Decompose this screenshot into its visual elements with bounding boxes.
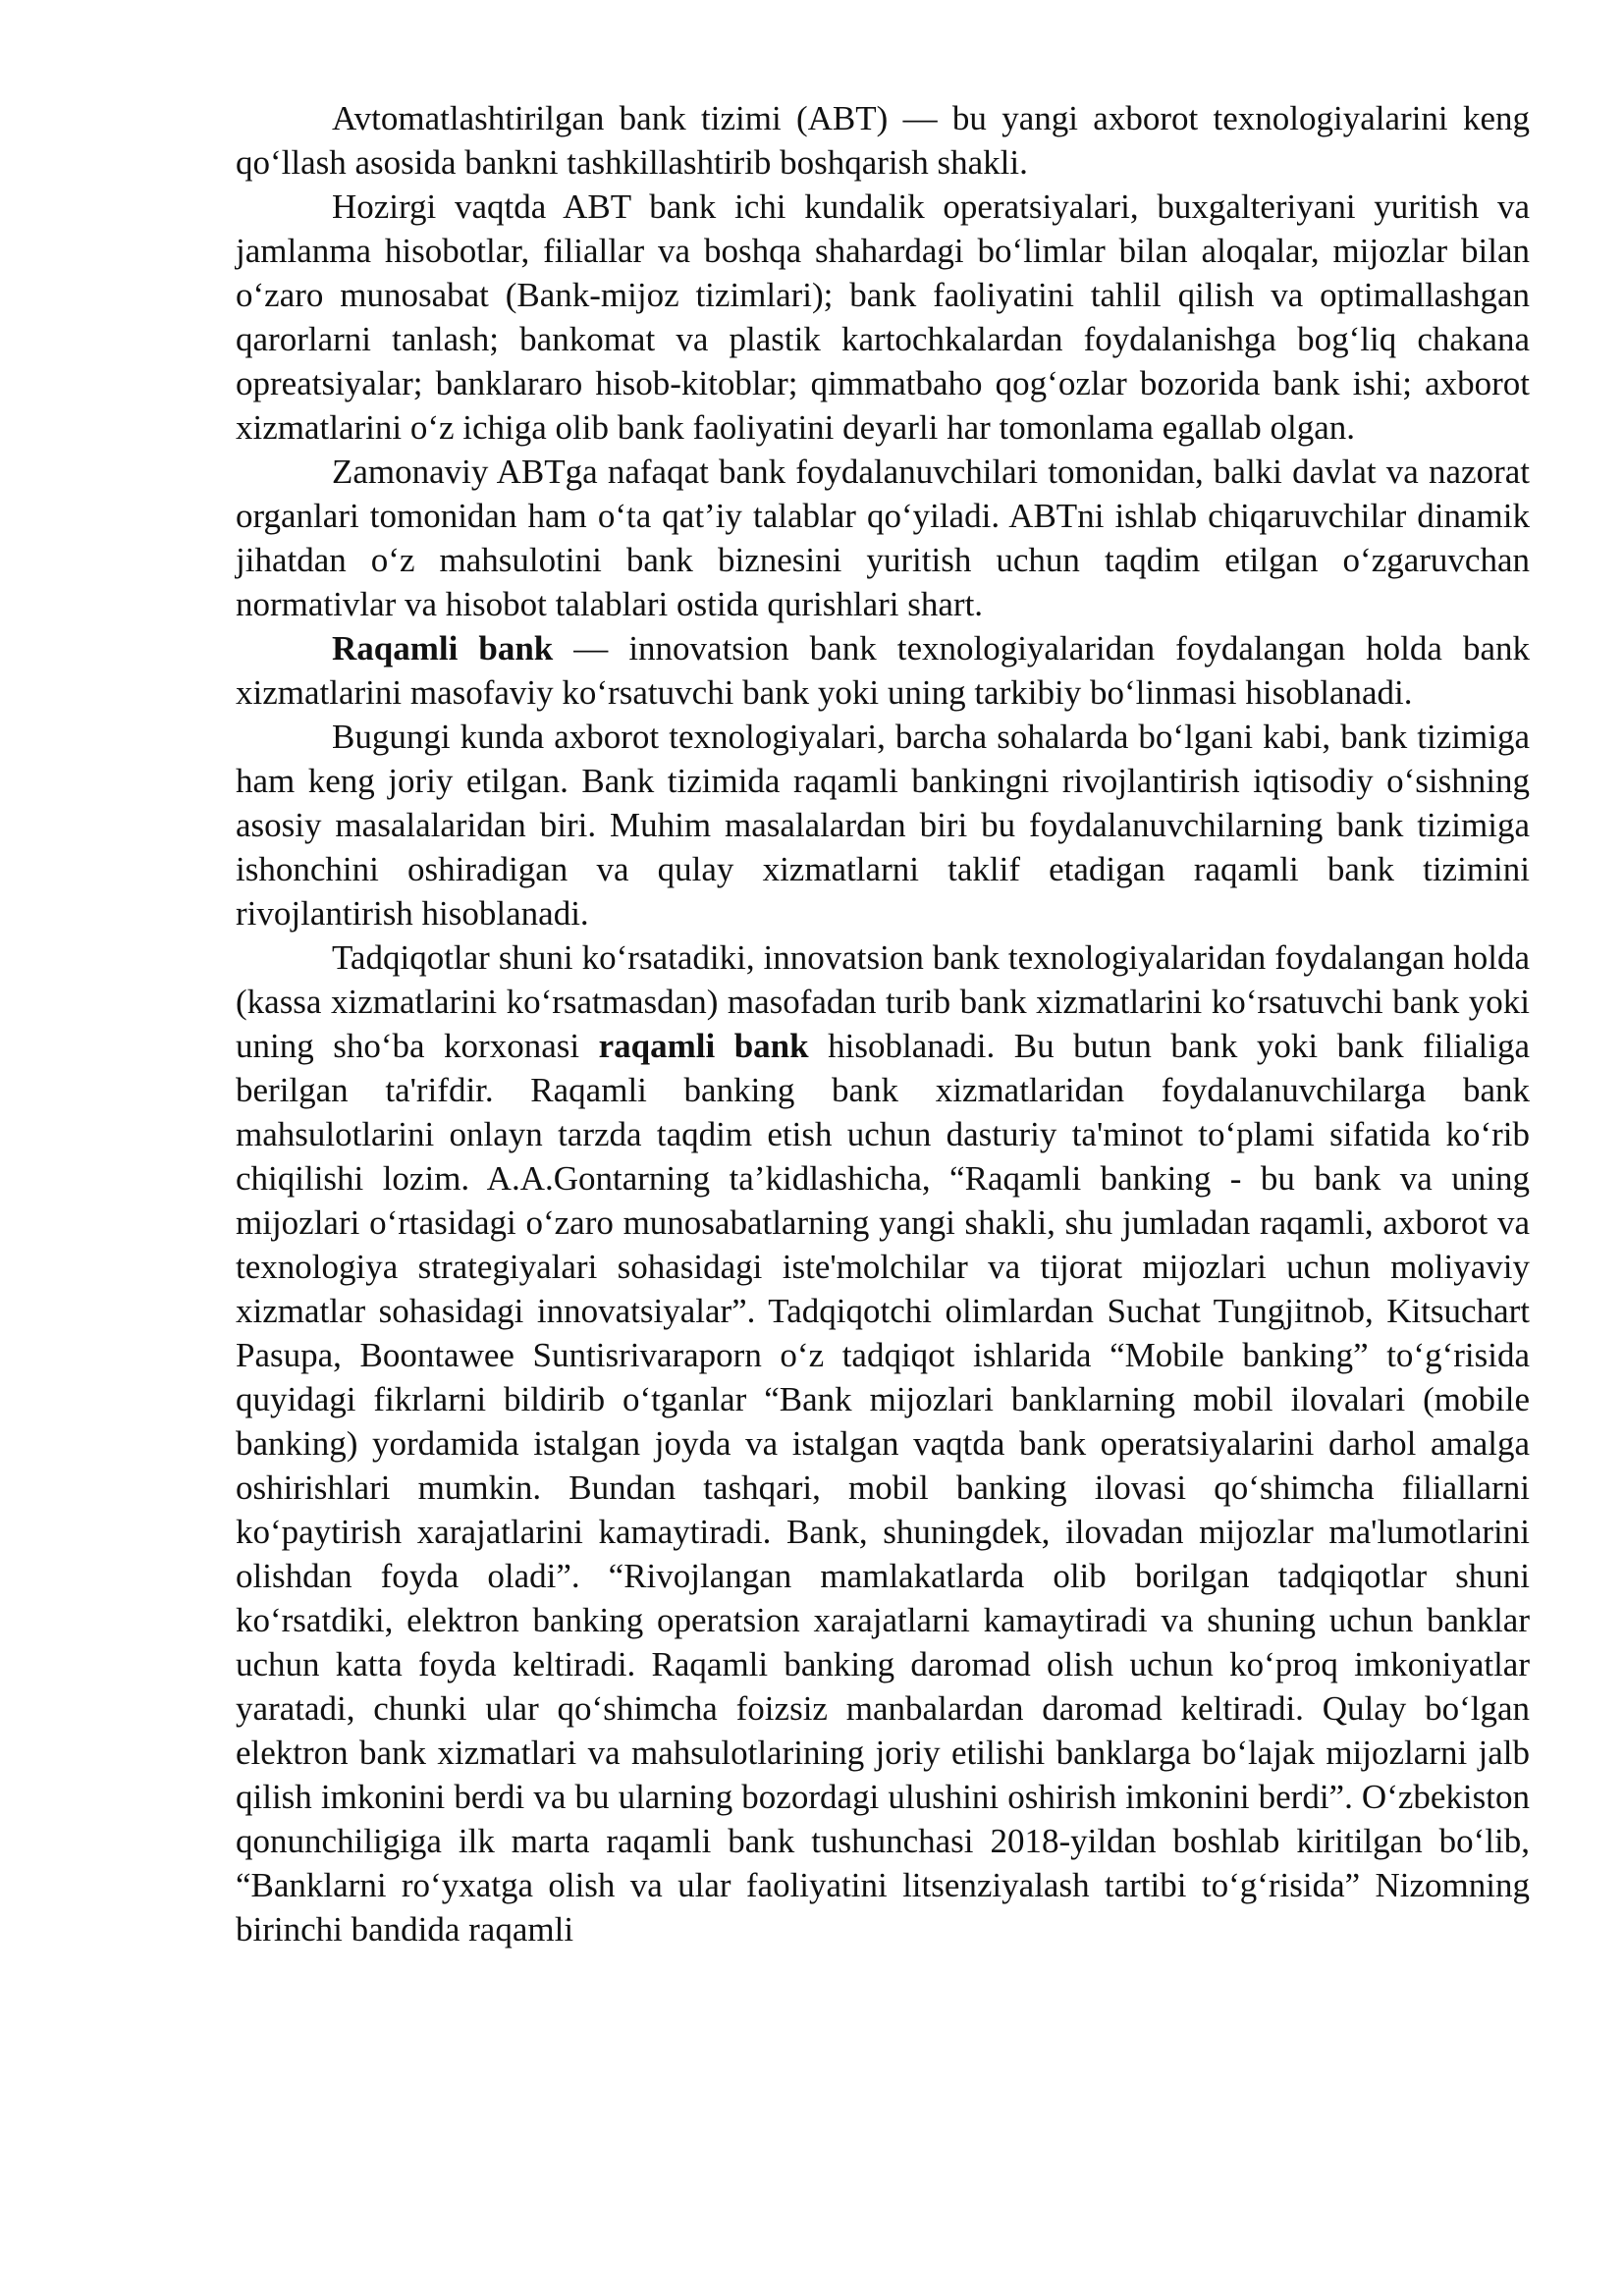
paragraph-abt-operations: [236, 185, 1530, 450]
paragraph-text: Tadqiqotlar shuni ko‘rsatadiki, innovatsion bank texnologiyalaridan foydalangan holda (kassa xizmatlarini ko‘rsatmasdan) masofadan turib bank xizmatlarini ko‘rsatuvchi bank yoki uning sho‘ba korxonasi: [236, 938, 1530, 1065]
paragraph-abt-requirements: [236, 450, 1530, 626]
paragraph-it-in-banking: [236, 715, 1530, 935]
paragraph-digital-bank-definition: [236, 626, 1530, 715]
paragraph-text: — innovatsion bank texnologiyalaridan foydalangan holda bank xizmatlarini masofaviy ko‘rsatuvchi bank yoki uning tarkibiy bo‘linmasi hisoblanadi.: [236, 629, 1530, 712]
paragraph-text: Zamonaviy ABTga nafaqat bank foydalanuvchilari tomonidan, balki davlat va nazorat organlari tomonidan ham o‘ta qat’iy talablar qo‘yiladi. ABTni ishlab chiqaruvchilar dinamik jihatdan o‘z mahsulotini bank biznesini yuritish uchun taqdim etilgan o‘zgaruvchan normativlar va hisobot talablari ostida qurishlari shart.: [236, 453, 1530, 623]
document-body: [236, 96, 1530, 1951]
paragraph-text: Bugungi kunda axborot texnologiyalari, barcha sohalarda bo‘lgani kabi, bank tizimiga ham keng joriy etilgan. Bank tizimida raqamli bankingni rivojlantirish iqtisodiy o‘sishning asosiy masalalaridan biri. Muhim masalalardan biri bu foydalanuvchilarning bank tizimiga ishonchini oshiradigan va qulay xizmatlarni taklif etadigan raqamli bank tizimini rivojlantirish hisoblanadi.: [236, 718, 1530, 933]
bold-term: Raqamli bank: [332, 629, 554, 667]
paragraph-text: hisoblanadi. Bu butun bank yoki bank filialiga berilgan ta'rifdir. Raqamli banking bank xizmatlaridan foydalanuvchilarga bank mahsulotlarini onlayn tarzda taqdim etish uchun dasturiy ta'minot to‘plami sifatida ko‘rib chiqilishi lozim. A.A.Gontarning ta’kidlashicha, “Raqamli banking - bu bank va uning mijozlari o‘rtasidagi o‘zaro munosabatlarning yangi shakli, shu jumladan raqamli, axborot va texnologiya strategiyalari sohasidagi iste'molchilar va tijorat mijozlari uchun moliyaviy xizmatlar sohasidagi innovatsiyalar”. Tadqiqotchi olimlardan Suchat Tungjitnob, Kitsuchart Pasupa, Boontawee Suntisrivaraporn o‘z tadqiqot ishlarida “Mobile banking” to‘g‘risida quyidagi fikrlarni bildirib o‘tganlar “Bank mijozlari banklarning mobil ilovalari (mobile banking) yordamida istalgan joyda va istalgan vaqtda bank operatsiyalarini darhol amalga oshirishlari mumkin. Bundan tashqari, mobil banking ilovasi qo‘shimcha filiallarni ko‘paytirish xarajatlarini kamaytiradi. Bank, shuningdek, ilovadan mijozlar ma'lumotlarini olishdan foyda oladi”. “Rivojlangan mamlakatlarda olib borilgan tadqiqotlar shuni ko‘rsatdiki, elektron banking operatsion xarajatlarni kamaytiradi va shuning uchun banklar uchun katta foyda keltiradi. Raqamli banking daromad olish uchun ko‘proq imkoniyatlar yaratadi, chunki ular qo‘shimcha foizsiz manbalardan daromad keltiradi. Qulay bo‘lgan elektron bank xizmatlari va mahsulotlarining joriy etilishi banklarga bo‘lajak mijozlarni jalb qilish imkonini berdi va bu ularning bozordagi ulushini oshirish imkonini berdi”. O‘zbekiston qonunchiligiga ilk marta raqamli bank tushunchasi 2018-yildan boshlab kiritilgan bo‘lib, “Banklarni ro‘yxatga olish va ular faoliyatini litsenziyalash tartibi to‘g‘risida” Nizomning birinchi bandida raqamli: [236, 1027, 1531, 1949]
paragraph-text: Hozirgi vaqtda ABT bank ichi kundalik operatsiyalari, buxgalteriyani yuritish va jamlanma hisobotlar, filiallar va boshqa shahardagi bo‘limlar bilan aloqalar, mijozlar bilan o‘zaro munosabat (Bank-mijoz tizimlari); bank faoliyatini tahlil qilish va optimallashgan qarorlarni tanlash; bankomat va plastik kartochkalardan foydalanishga bog‘liq chakana opreatsiyalar; banklararo hisob-kitoblar; qimmatbaho qog‘ozlar bozorida bank ishi; axborot xizmatlarini o‘z ichiga olib bank faoliyatini deyarli har tomonlama egallab olgan.: [236, 187, 1530, 447]
paragraph-abt-definition: [236, 96, 1530, 185]
paragraph-text: Avtomatlashtirilgan bank tizimi (ABT) — bu yangi axborot texnologiyalarini keng qo‘llash asosida bankni tashkillashtirib boshqarish shakli.: [236, 99, 1530, 182]
bold-term: raqamli bank: [598, 1027, 809, 1065]
paragraph-research-overview: [236, 935, 1530, 1951]
